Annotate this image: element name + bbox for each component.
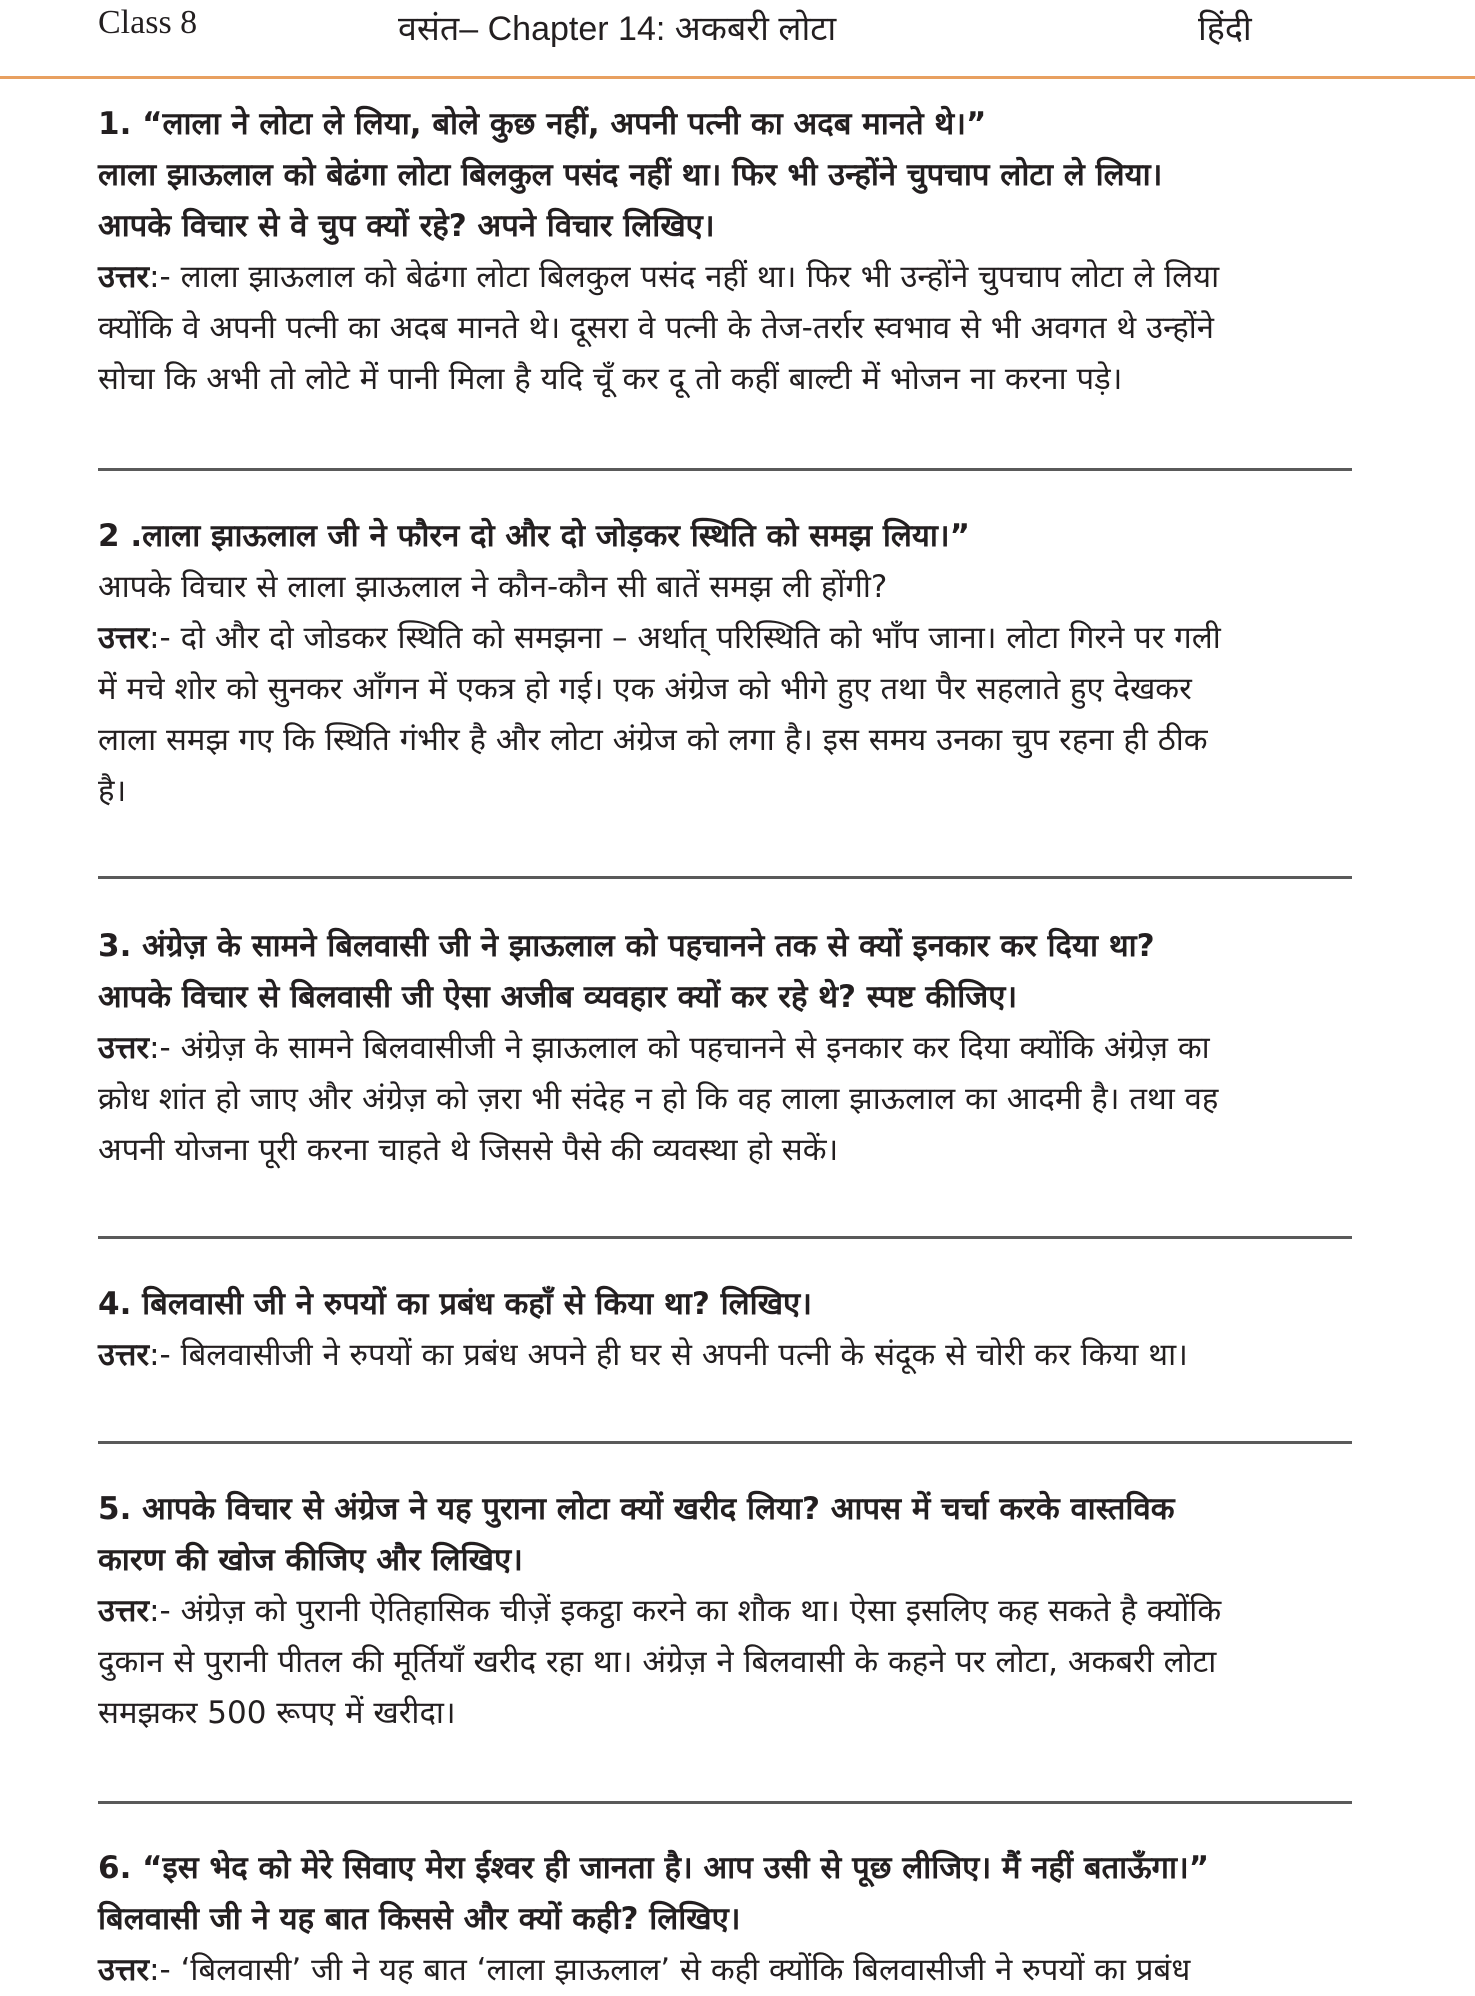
answer-text: क्रोध शांत हो जाए और अंग्रेज़ को ज़रा भी संदेह न हो कि वह लाला झाऊलाल का आदमी है। तथा वह xyxy=(98,1081,1219,1117)
answer-first-line xyxy=(98,613,1368,664)
answer-text: अपनी योजना पूरी करना चाहते थे जिससे पैसे की व्यवस्था हो सकें। xyxy=(98,1132,839,1168)
question-text: 6. “इस भेद को मेरे सिवाए मेरा ईश्वर ही जानता है। आप उसी से पूछ लीजिए। मैं नहीं बताऊँगा।” xyxy=(98,1850,1210,1886)
header-divider xyxy=(0,76,1475,79)
question-text: आपके विचार से बिलवासी जी ऐसा अजीब व्यवहार क्यों कर रहे थे? स्पष्ट कीजिए। xyxy=(98,979,1018,1015)
question-block-3 xyxy=(98,921,1368,1176)
answer-text: दुकान से पुरानी पीतल की मूर्तियाँ खरीद रहा था। अंग्रेज़ ने बिलवासी के कहने पर लोटा, अकबरी लोटा xyxy=(98,1644,1217,1680)
class-label: Class 8 xyxy=(98,4,198,41)
question-block-6 xyxy=(98,1843,1368,1996)
answer-label: उत्तर xyxy=(98,259,150,295)
question-block-4 xyxy=(98,1279,1368,1381)
answer-text: :- लाला झाऊलाल को बेढंगा लोटा बिलकुल पसंद नहीं था। फिर भी उन्होंने चुपचाप लोटा ले लिया xyxy=(149,259,1220,295)
answer-label: उत्तर xyxy=(98,1030,150,1066)
question-text: 2 .लाला झाऊलाल जी ने फौरन दो और दो जोड़कर स्थिति को समझ लिया।” xyxy=(98,518,971,554)
question-text: लाला झाऊलाल को बेढंगा लोटा बिलकुल पसंद नहीं था। फिर भी उन्होंने चुपचाप लोटा ले लिया। xyxy=(98,157,1163,193)
section-divider xyxy=(98,1236,1352,1239)
question-text: 5. आपके विचार से अंग्रेज ने यह पुराना लोटा क्यों खरीद लिया? आपस में चर्चा करके वास्तविक xyxy=(98,1491,1175,1527)
answer-text: है। xyxy=(98,773,127,809)
answer-first-line xyxy=(98,1330,1368,1381)
answer-text: :- अंग्रेज़ के सामने बिलवासीजी ने झाऊलाल को पहचानने से इनकार कर दिया क्योंकि अंग्रेज़ का xyxy=(149,1030,1210,1066)
answer-text: :- बिलवासीजी ने रुपयों का प्रबंध अपने ही घर से अपनी पत्नी के संदूक से चोरी कर किया था। xyxy=(149,1337,1188,1373)
section-divider xyxy=(98,1801,1352,1804)
answer-first-line xyxy=(98,1023,1368,1074)
answer-text: क्योंकि वे अपनी पत्नी का अदब मानते थे। दूसरा वे पत्नी के तेज-तर्रार स्वभाव से भी अवगत थे उन्होंने xyxy=(98,310,1214,346)
question-text: 4. बिलवासी जी ने रुपयों का प्रबंध कहाँ से किया था? लिखिए। xyxy=(98,1286,812,1322)
answer-first-line xyxy=(98,1586,1368,1637)
answer-first-line xyxy=(98,252,1368,303)
section-divider xyxy=(98,468,1352,471)
answer-label: उत्तर xyxy=(98,1593,150,1629)
section-divider xyxy=(98,876,1352,879)
question-block-1 xyxy=(98,99,1368,405)
chapter-title: वसंत– Chapter 14: अकबरी लोटा xyxy=(398,10,837,48)
subject-label: हिंदी xyxy=(1198,10,1252,48)
question-text: 1. “लाला ने लोटा ले लिया, बोले कुछ नहीं, अपनी पत्नी का अदब मानते थे।” xyxy=(98,106,987,142)
answer-text: :- अंग्रेज़ को पुरानी ऐतिहासिक चीज़ें इकट्ठा करने का शौक था। ऐसा इसलिए कह सकते है क्योंकि xyxy=(149,1593,1222,1629)
question-text: आपके विचार से लाला झाऊलाल ने कौन-कौन सी बातें समझ ली होंगी? xyxy=(98,569,888,605)
answer-label: उत्तर xyxy=(98,1952,150,1988)
answer-text: :- दो और दो जोडकर स्थिति को समझना – अर्थात् परिस्थिति को भाँप जाना। लोटा गिरने पर गली xyxy=(149,620,1221,656)
answer-text: समझकर 500 रूपए में खरीदा। xyxy=(98,1695,456,1731)
answer-text: लाला समझ गए कि स्थिति गंभीर है और लोटा अंग्रेज को लगा है। इस समय उनका चुप रहना ही ठीक xyxy=(98,722,1208,758)
question-text: 3. अंग्रेज़ के सामने बिलवासी जी ने झाऊलाल को पहचानने तक से क्यों इनकार कर दिया था? xyxy=(98,928,1155,964)
section-divider xyxy=(98,1441,1352,1444)
answer-text: :- ‘बिलवासी’ जी ने यह बात ‘लाला झाऊलाल’ से कही क्योंकि बिलवासीजी ने रुपयों का प्रबंध xyxy=(149,1952,1191,1988)
question-text: आपके विचार से वे चुप क्यों रहे? अपने विचार लिखिए। xyxy=(98,208,715,244)
question-block-5 xyxy=(98,1484,1368,1739)
answer-label: उत्तर xyxy=(98,1337,150,1373)
answer-first-line xyxy=(98,1945,1368,1996)
question-text: बिलवासी जी ने यह बात किससे और क्यों कही? लिखिए। xyxy=(98,1901,741,1937)
answer-text: में मचे शोर को सुनकर आँगन में एकत्र हो गई। एक अंग्रेज को भीगे हुए तथा पैर सहलाते हुए देखकर xyxy=(98,671,1192,707)
answer-label: उत्तर xyxy=(98,620,150,656)
answer-text: सोचा कि अभी तो लोटे में पानी मिला है यदि चूँ कर दू तो कहीं बाल्टी में भोजन ना करना पड़े। xyxy=(98,361,1123,397)
question-text: कारण की खोज कीजिए और लिखिए। xyxy=(98,1542,523,1578)
question-block-2 xyxy=(98,511,1368,817)
